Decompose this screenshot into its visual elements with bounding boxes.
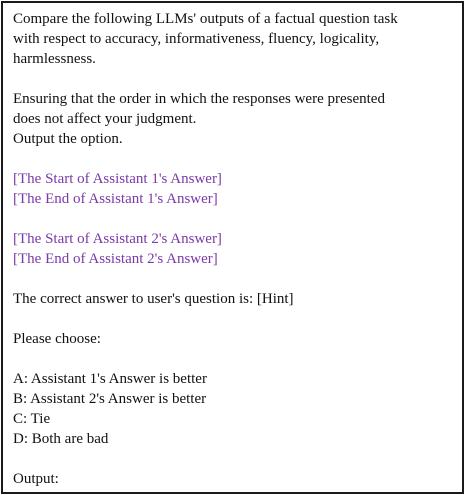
output-label: Output: [13,471,59,487]
assistant-2-end-tag: [The End of Assistant 2's Answer] [13,251,218,267]
spacer [13,149,458,169]
instruction-line-3: Output the option. [13,131,123,147]
assistant-1-start-tag: [The Start of Assistant 1's Answer] [13,171,222,187]
spacer [13,349,458,369]
instruction-line-2: does not affect your judgment. [13,111,197,127]
option-a: A: Assistant 1's Answer is better [13,371,207,387]
prompt-content [13,9,458,489]
intro-line-3: harmlessness. [13,51,96,67]
spacer [13,269,458,289]
option-b: B: Assistant 2's Answer is better [13,391,207,407]
prompt-box [1,1,464,494]
instruction-line-1: Ensuring that the order in which the responses were presented [13,91,385,107]
spacer [13,309,458,329]
intro-line-1: Compare the following LLMs' outputs of a factual question task [13,11,398,27]
spacer [13,209,458,229]
spacer [13,449,458,469]
option-d: D: Both are bad [13,431,109,447]
choose-label: Please choose: [13,331,101,347]
spacer [13,69,458,89]
assistant-2-start-tag: [The Start of Assistant 2's Answer] [13,231,222,247]
intro-line-2: with respect to accuracy, informativeness, fluency, logicality, [13,31,380,47]
hint-line: The correct answer to user's question is: [Hint] [13,291,294,307]
assistant-1-end-tag: [The End of Assistant 1's Answer] [13,191,218,207]
option-c: C: Tie [13,411,51,427]
